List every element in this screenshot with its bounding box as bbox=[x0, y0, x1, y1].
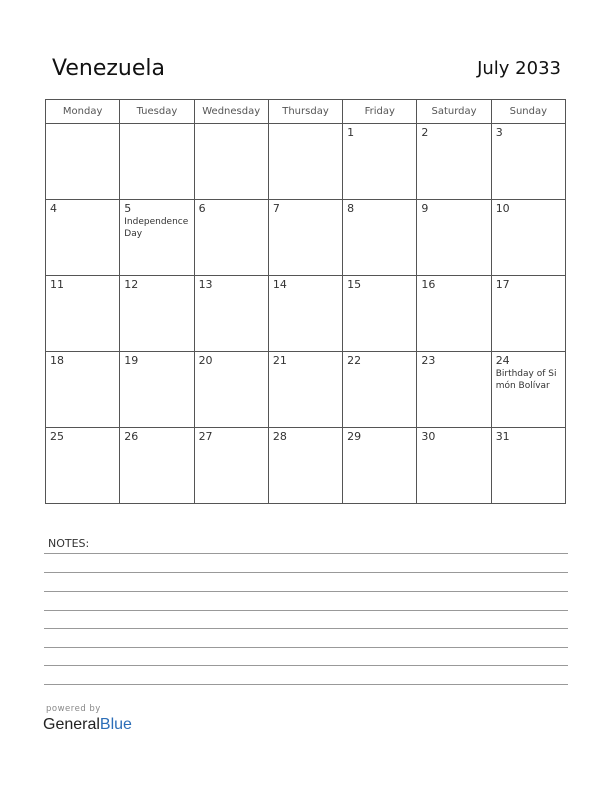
day-cell bbox=[491, 276, 565, 352]
day-number: 23 bbox=[421, 354, 436, 367]
weekday-thursday: Thursday bbox=[268, 100, 342, 124]
day-cell bbox=[194, 200, 268, 276]
day-cell bbox=[491, 352, 565, 428]
day-number: 26 bbox=[124, 430, 139, 443]
day-cell bbox=[417, 428, 491, 504]
day-number: 6 bbox=[198, 202, 206, 215]
calendar-grid bbox=[45, 99, 566, 504]
note-line bbox=[44, 553, 568, 554]
day-number: 18 bbox=[50, 354, 64, 367]
country-title: Venezuela bbox=[52, 56, 165, 81]
day-number: 12 bbox=[124, 278, 139, 291]
weekday-wednesday: Wednesday bbox=[194, 100, 268, 124]
day-cell bbox=[417, 200, 491, 276]
day-cell bbox=[194, 124, 268, 200]
note-line bbox=[44, 572, 568, 573]
day-number: 2 bbox=[421, 126, 429, 139]
day-number: 16 bbox=[421, 278, 436, 291]
day-cell bbox=[268, 124, 342, 200]
day-number: 4 bbox=[50, 202, 57, 215]
calendar-body bbox=[46, 124, 566, 504]
weekday-saturday: Saturday bbox=[417, 100, 491, 124]
day-number: 21 bbox=[272, 354, 287, 367]
holiday-label: Birthday of Simón Bolívar bbox=[495, 369, 557, 391]
day-number: 7 bbox=[272, 202, 280, 215]
day-cell bbox=[343, 428, 417, 504]
day-cell bbox=[46, 124, 120, 200]
weekday-monday: Monday bbox=[46, 100, 120, 124]
notes-label: NOTES: bbox=[48, 537, 90, 550]
generalblue-logo bbox=[43, 716, 132, 734]
day-cell bbox=[343, 352, 417, 428]
day-cell bbox=[120, 200, 194, 276]
day-number: 28 bbox=[272, 430, 287, 443]
day-cell bbox=[491, 428, 565, 504]
day-cell bbox=[417, 276, 491, 352]
day-cell bbox=[46, 428, 120, 504]
day-cell bbox=[268, 428, 342, 504]
note-line bbox=[44, 591, 568, 592]
day-number: 14 bbox=[272, 278, 287, 291]
day-cell bbox=[268, 352, 342, 428]
day-number: 10 bbox=[495, 202, 510, 215]
weekday-sunday: Sunday bbox=[491, 100, 565, 124]
day-cell bbox=[46, 352, 120, 428]
month-year-title: July 2033 bbox=[477, 58, 561, 79]
day-number: 13 bbox=[198, 278, 213, 291]
powered-by-text: powered by bbox=[46, 704, 101, 714]
day-cell bbox=[120, 276, 194, 352]
day-cell bbox=[491, 200, 565, 276]
weekday-tuesday: Tuesday bbox=[120, 100, 194, 124]
day-cell bbox=[343, 200, 417, 276]
day-number: 8 bbox=[347, 202, 355, 215]
weekday-header-row bbox=[46, 100, 566, 124]
day-cell bbox=[120, 124, 194, 200]
day-cell bbox=[417, 124, 491, 200]
week-row bbox=[46, 428, 566, 504]
day-number: 15 bbox=[347, 278, 362, 291]
day-number: 25 bbox=[50, 430, 64, 443]
holiday-label: Independence Day bbox=[124, 217, 189, 239]
day-number: 5 bbox=[124, 202, 132, 215]
day-number: 3 bbox=[495, 126, 503, 139]
note-line bbox=[44, 665, 568, 666]
week-row bbox=[46, 276, 566, 352]
day-number: 20 bbox=[198, 354, 213, 367]
day-cell bbox=[491, 124, 565, 200]
day-cell bbox=[120, 428, 194, 504]
day-number: 17 bbox=[495, 278, 510, 291]
note-line bbox=[44, 610, 568, 611]
day-number: 11 bbox=[50, 278, 64, 291]
week-row bbox=[46, 200, 566, 276]
day-number: 1 bbox=[347, 126, 355, 139]
day-cell bbox=[343, 124, 417, 200]
day-cell bbox=[46, 276, 120, 352]
day-cell bbox=[417, 352, 491, 428]
day-cell bbox=[194, 276, 268, 352]
day-number: 22 bbox=[347, 354, 362, 367]
week-row bbox=[46, 124, 566, 200]
note-line bbox=[44, 647, 568, 648]
day-number: 29 bbox=[347, 430, 362, 443]
day-number: 9 bbox=[421, 202, 429, 215]
day-number: 27 bbox=[198, 430, 213, 443]
brand-general-text: General bbox=[43, 716, 100, 733]
day-number: 24 bbox=[495, 354, 510, 367]
day-cell bbox=[46, 200, 120, 276]
day-cell bbox=[268, 276, 342, 352]
note-line bbox=[44, 628, 568, 629]
day-number: 31 bbox=[495, 430, 510, 443]
day-cell bbox=[194, 428, 268, 504]
day-cell bbox=[120, 352, 194, 428]
week-row bbox=[46, 352, 566, 428]
day-cell bbox=[268, 200, 342, 276]
weekday-friday: Friday bbox=[343, 100, 417, 124]
day-number: 19 bbox=[124, 354, 139, 367]
brand-blue-text: Blue bbox=[99, 716, 132, 733]
day-cell bbox=[194, 352, 268, 428]
note-line bbox=[44, 684, 568, 685]
day-number: 30 bbox=[421, 430, 436, 443]
day-cell bbox=[343, 276, 417, 352]
